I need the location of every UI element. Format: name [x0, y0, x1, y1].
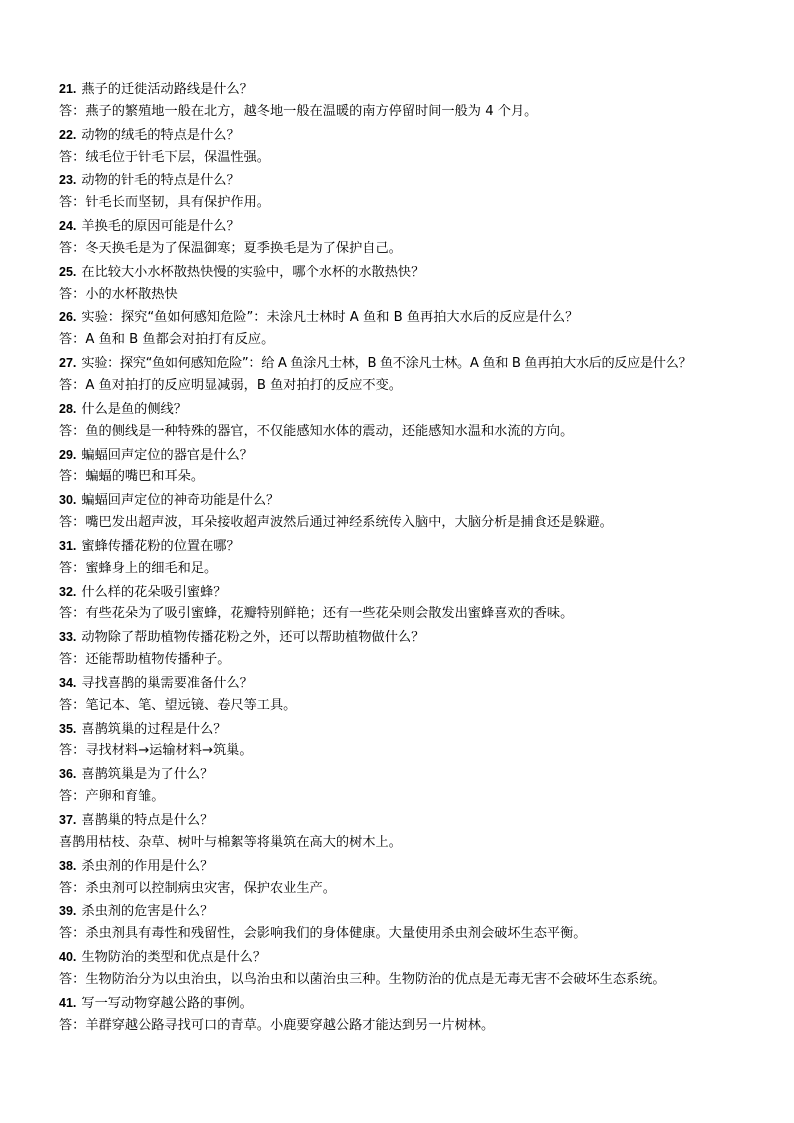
- question-text: 动物的绒毛的特点是什么？: [81, 127, 240, 143]
- question-28: [59, 398, 759, 421]
- question-text: 喜鹊筑巢是为了什么？: [81, 767, 214, 783]
- question-text: 在比较大小水杯散热快慢的实验中，哪个水杯的水散热快？: [81, 264, 425, 280]
- question-number: 38.: [59, 858, 77, 873]
- question-number: 37.: [59, 813, 77, 827]
- question-21: [59, 78, 759, 101]
- question-number: 36.: [59, 767, 77, 782]
- question-40: [59, 946, 759, 969]
- answer-33: 答：还能帮助植物传播种子。: [59, 652, 231, 668]
- question-number: 39.: [59, 904, 77, 919]
- answer-35: 答：寻找材料→运输材料→筑巢。: [59, 743, 253, 759]
- answer-36: 答：产卵和育雏。: [59, 789, 165, 805]
- question-text: 写一写动物穿越公路的事例。: [81, 995, 253, 1011]
- answer-22: 答：绒毛位于针毛下层，保温性强。: [59, 149, 270, 165]
- question-24: [59, 215, 759, 238]
- question-number: 24.: [59, 219, 77, 234]
- question-32: [59, 581, 759, 604]
- question-number: 21.: [59, 82, 77, 96]
- answer-21: 答：燕子的繁殖地一般在北方，越冬地一般在温暖的南方停留时间一般为 4 个月。: [59, 103, 538, 119]
- question-41: [59, 992, 759, 1015]
- answer-31: 答：蜜蜂身上的细毛和足。: [59, 560, 218, 576]
- question-text: 喜鹊巢的特点是什么？: [81, 813, 214, 828]
- question-number: 32.: [59, 584, 77, 599]
- question-text: 蝙蝠回声定位的器官是什么？: [81, 447, 253, 463]
- question-text: 喜鹊筑巢的过程是什么？: [81, 721, 227, 737]
- answer-27: 答：A 鱼对拍打的反应明显减弱，B 鱼对拍打的反应不变。: [59, 377, 402, 393]
- question-number: 33.: [59, 630, 77, 645]
- question-23: [59, 169, 759, 192]
- question-number: 41.: [59, 995, 77, 1010]
- question-text: 实验：探究“鱼如何感知危险”：未涂凡士林时 A 鱼和 B 鱼再拍大水后的反应是什么？: [81, 310, 579, 326]
- question-37: [59, 809, 759, 832]
- question-33: [59, 626, 759, 649]
- question-text: 生物防治的类型和优点是什么？: [81, 950, 267, 966]
- question-text: 动物除了帮助植物传播花粉之外，还可以帮助植物做什么？: [81, 630, 425, 646]
- question-number: 22.: [59, 127, 77, 142]
- answer-29: 答：蝙蝠的嘴巴和耳朵。: [59, 469, 205, 485]
- question-number: 28.: [59, 401, 77, 416]
- question-number: 23.: [59, 173, 77, 188]
- question-number: 34.: [59, 675, 77, 690]
- question-29: [59, 444, 759, 467]
- question-39: [59, 900, 759, 923]
- question-number: 25.: [59, 264, 77, 279]
- answer-41: 答：羊群穿越公路寻找可口的青草。小鹿要穿越公路才能达到另一片树林。: [59, 1017, 495, 1033]
- question-30: [59, 489, 759, 512]
- question-34: [59, 672, 759, 695]
- question-number: 40.: [59, 950, 77, 965]
- question-text: 寻找喜鹊的巢需要准备什么？: [81, 675, 253, 691]
- answer-34: 答：笔记本、笔、望远镜、卷尺等工具。: [59, 697, 297, 713]
- question-25: [59, 261, 759, 284]
- answer-39: 答：杀虫剂具有毒性和残留性，会影响我们的身体健康。大量使用杀虫剂会破坏生态平衡。: [59, 926, 587, 942]
- answer-40: 答：生物防治分为以虫治虫，以鸟治虫和以菌治虫三种。生物防治的优点是无毒无害不会破坏生态系统。: [59, 971, 666, 987]
- question-text: 蜜蜂传播花粉的位置在哪？: [81, 538, 240, 554]
- question-text: 羊换毛的原因可能是什么？: [81, 219, 240, 235]
- answer-37: 喜鹊用枯枝、杂草、树叶与棉絮等将巢筑在高大的树木上。: [59, 834, 402, 850]
- question-text: 实验：探究“鱼如何感知危险”：给 A 鱼涂凡士林，B 鱼不涂凡士林。A 鱼和 B 鱼再拍大水后的反应是什么？: [81, 356, 692, 372]
- qa-list: [59, 78, 759, 1037]
- question-number: 35.: [59, 721, 77, 736]
- answer-26: 答：A 鱼和 B 鱼都会对拍打有反应。: [59, 332, 275, 348]
- question-22: [59, 124, 759, 147]
- answer-24: 答：冬天换毛是为了保温御寒；夏季换毛是为了保护自己。: [59, 240, 402, 256]
- question-number: 31.: [59, 538, 77, 553]
- answer-30: 答：嘴巴发出超声波，耳朵接收超声波然后通过神经系统传入脑中，大脑分析是捕食还是躲避。: [59, 515, 613, 531]
- question-38: [59, 855, 759, 878]
- question-31: [59, 535, 759, 558]
- question-text: 蝙蝠回声定位的神奇功能是什么？: [81, 493, 280, 509]
- question-26: [59, 306, 759, 329]
- answer-28: 答：鱼的侧线是一种特殊的器官，不仅能感知水体的震动，还能感知水温和水流的方向。: [59, 423, 574, 439]
- question-text: 动物的针毛的特点是什么？: [81, 173, 240, 189]
- question-35: [59, 718, 759, 741]
- question-text: 杀虫剂的危害是什么？: [81, 904, 214, 920]
- answer-25: 答：小的水杯散热快: [59, 286, 178, 302]
- question-number: 27.: [59, 356, 77, 371]
- question-number: 26.: [59, 310, 77, 325]
- question-text: 什么样的花朵吸引蜜蜂？: [81, 584, 227, 600]
- question-text: 什么是鱼的侧线？: [81, 401, 187, 417]
- answer-38: 答：杀虫剂可以控制病虫灾害，保护农业生产。: [59, 880, 336, 896]
- question-text: 杀虫剂的作用是什么？: [81, 858, 214, 874]
- question-number: 29.: [59, 447, 77, 462]
- question-text: 燕子的迁徙活动路线是什么？: [81, 82, 253, 97]
- question-36: [59, 763, 759, 786]
- question-number: 30.: [59, 493, 77, 508]
- question-27: [59, 352, 759, 375]
- answer-32: 答：有些花朵为了吸引蜜蜂，花瓣特别鲜艳；还有一些花朵则会散发出蜜蜂喜欢的香味。: [59, 606, 574, 622]
- answer-23: 答：针毛长而坚韧，具有保护作用。: [59, 195, 270, 211]
